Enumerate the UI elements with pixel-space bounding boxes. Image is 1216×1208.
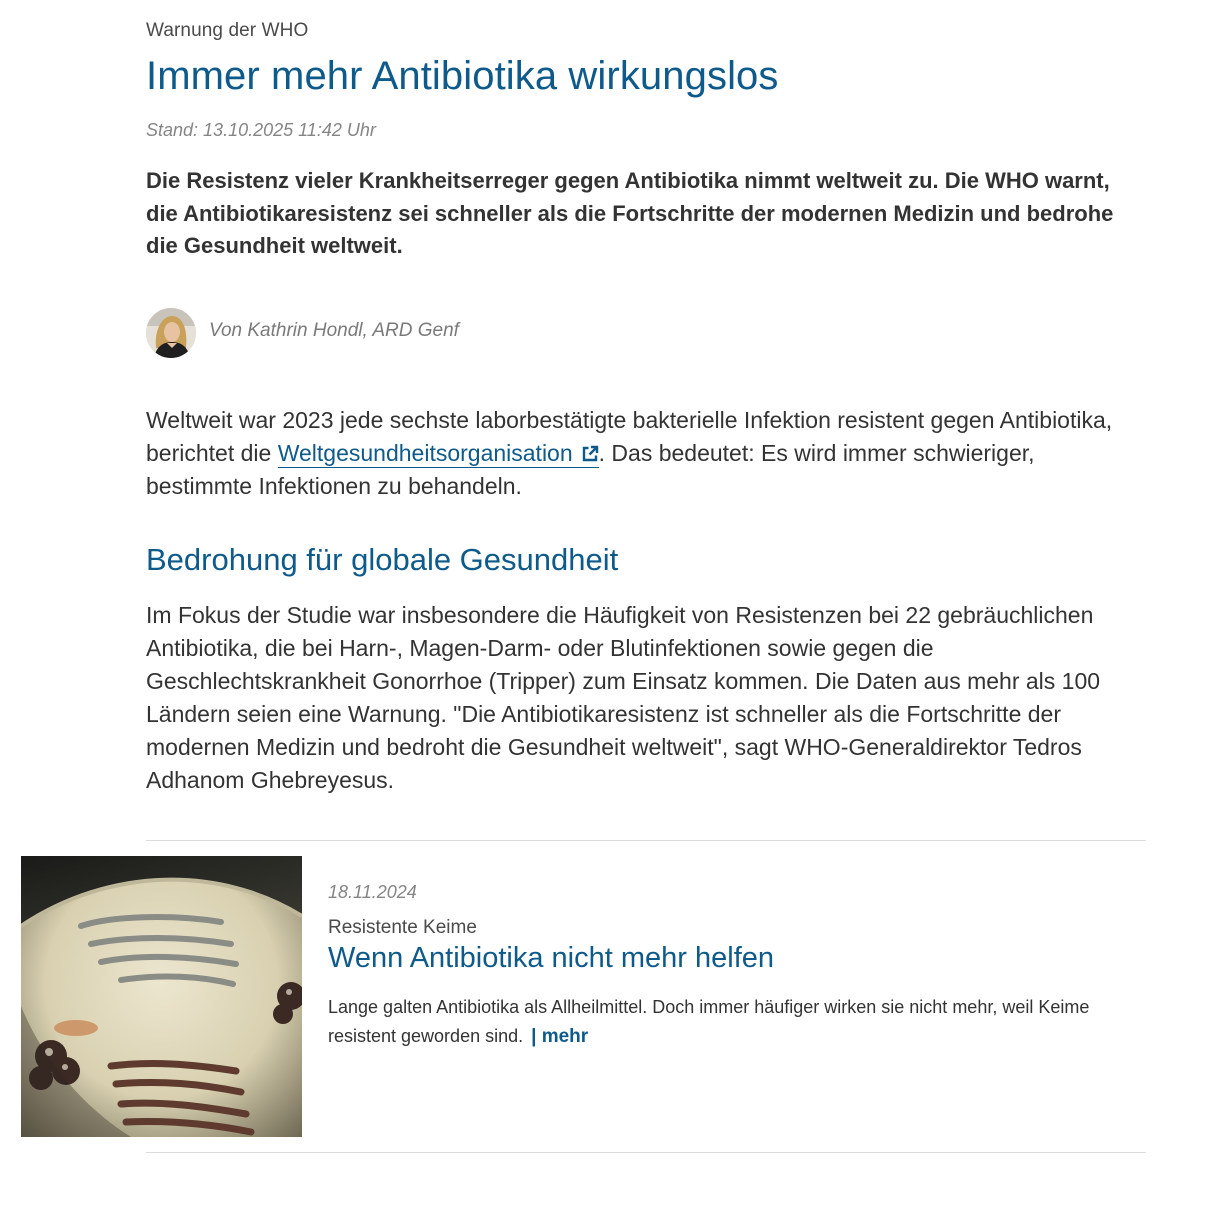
article-paragraph-1	[146, 404, 1146, 503]
teaser-description: Lange galten Antibiotika als Allheilmittel. Doch immer häufiger wirken sie nicht mehr, weil Keime resistent geworden sind.	[328, 997, 1090, 1046]
external-link-icon	[581, 439, 599, 457]
author-avatar[interactable]	[146, 308, 196, 358]
section-subheading: Bedrohung für globale Gesundheit	[146, 542, 619, 577]
teaser-title-link[interactable]: Wenn Antibiotika nicht mehr helfen	[328, 942, 775, 974]
author-byline: Von Kathrin Hondl, ARD Genf	[209, 320, 459, 341]
article-lead: Die Resistenz vieler Krankheitserreger gegen Antibiotika nimmt weltweit zu. Die WHO warnt, die Antibiotikaresistenz sei schneller als die Fortschritte der modernen Medizin und bedrohe die Gesundheit weltweit.	[146, 168, 1114, 258]
divider-bottom	[146, 1152, 1146, 1153]
who-link-label: Weltgesundheitsorganisation	[277, 440, 573, 466]
who-link[interactable]	[278, 440, 599, 468]
paragraph-1-text-before: Weltweit war 2023 jede sechste laborbestätigte bakterielle Infektion resistent gegen Antibiotika, berichtet die	[146, 407, 1113, 466]
article-timestamp: Stand: 13.10.2025 11:42 Uhr	[146, 120, 376, 140]
teaser-date: 18.11.2024	[328, 882, 417, 902]
more-link[interactable]: | mehr	[531, 1025, 589, 1047]
teaser-image[interactable]	[21, 856, 302, 1137]
article-headline: Immer mehr Antibiotika wirkungslos	[146, 54, 779, 98]
petri-dish-image	[21, 856, 302, 1137]
article-topline: Warnung der WHO	[146, 20, 309, 41]
teaser-topline: Resistente Keime	[328, 917, 477, 938]
teaser-text	[328, 993, 1118, 1051]
article-paragraph-2: Im Fokus der Studie war insbesondere die Häufigkeit von Resistenzen bei 22 gebräuchlichen Antibiotika, die bei Harn-, Magen-Darm- oder Blutinfektionen sowie gegen die Geschlechtskrankheit Gonorrhoe (Tripper) zum Einsatz kommen. Die Daten aus mehr als 100 Ländern seien eine Warnung. "Die Antibiotikaresistenz ist schneller als die Fortschritte der modernen Medizin und bedroht die Gesundheit weltweit", sagt WHO-Generaldirektor Tedros Adhanom Ghebreyesus.	[146, 602, 1101, 793]
divider-top	[146, 840, 1146, 841]
author-photo	[146, 308, 196, 358]
paragraph-1-text-after: . Das bedeutet: Es wird immer schwieriger, bestimmte Infektionen zu behandeln.	[146, 440, 1035, 499]
